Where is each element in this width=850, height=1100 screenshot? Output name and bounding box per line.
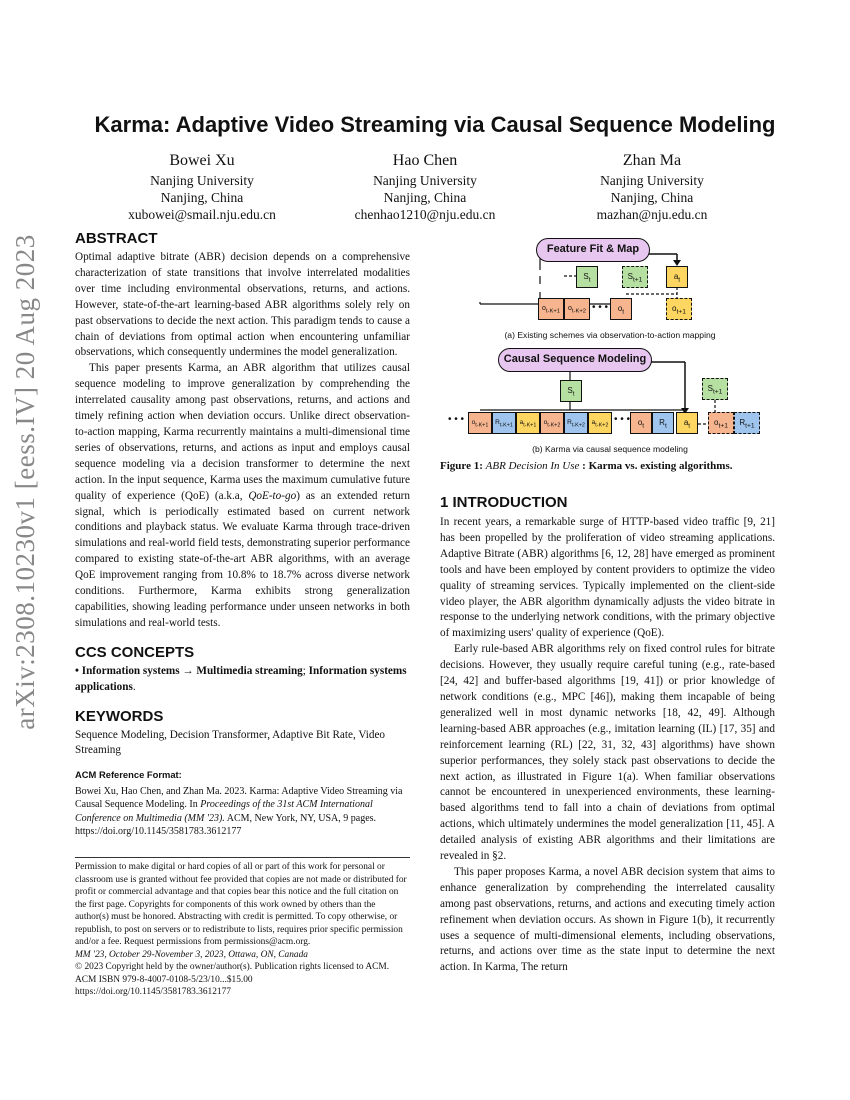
next-obs-box: $o_{t+1}$ (708, 412, 734, 434)
author-location: Nanjing, China (383, 190, 467, 205)
next-state-box: $S_{t+1}$ (622, 266, 648, 288)
ccs-concept: Information systems applications (75, 664, 407, 693)
ccs-body (75, 664, 410, 696)
figure-1-caption (440, 460, 780, 472)
conference-line: MM '23, October 29-November 3, 2023, Ottawa, ON, Canada (75, 949, 308, 960)
copyright-line: © 2023 Copyright held by the owner/author(s). Publication rights licensed to ACM. (75, 962, 390, 972)
keywords-body: Sequence Modeling, Decision Transformer, Adaptive Bit Rate, Video Streaming (75, 728, 386, 757)
author-affiliation: Nanjing University (150, 173, 254, 188)
figure-label: Figure 1: (440, 460, 486, 472)
abstract-emphasis: QoE-to-go (248, 489, 297, 502)
author-block-3 (542, 150, 762, 223)
abstract-text: ) as an extended return signal, which is periodically estimated based on current network conditions and playback status. We evaluate Karma through trace-driven simulations and real-world field tests, demonstrating superior performance compared to existing state-of-the-art ABR algorithms, with an average QoE improvement ranging from 10.8% to 18.7% across diverse network conditions. Furthermore, Karma exhibits strong generalization capabilities, showing leading performance under unseen networks in both simulations and real-world tests. (75, 489, 410, 629)
figure-caption-b: (b) Karma via causal sequence modeling (532, 444, 688, 454)
author-email: xubowei@smail.nju.edu.cn (128, 207, 276, 222)
intro-paragraph-2: Early rule-based ABR algorithms rely on fixed control rules for bitrate decisions. However, they usually require careful tuning (e.g., rate-based [24, 42] and buffer-based algorithms [19, 41]) or prior knowledge of network conditions (e.g., MPC [46]), making them incapable of being generalized well in most dynamic networks [18, 42, 49]. Although learning-based ABR approaches (e.g., imitation learning (IL) [17, 35] and reinforcement learning (RL) [22, 31, 32, 43] algorithms) have shown superior performances, they solely stack past observations to decide the next action, as illustrated in Figure 1(a). When familiar observations cannot be encountered in unexperienced environments, these learning-based algorithms tend to fall into a chain of deviations from optimal actions, which ultimately undermines the model generalization [11, 45]. A detailed analysis of existing ABR algorithms and their limitations are revealed in §2. (440, 643, 775, 863)
return-box: $R_{t-K+1}$ (492, 412, 516, 434)
author-affiliation: Nanjing University (600, 173, 704, 188)
return-box: $R_{t-K+2}$ (564, 412, 588, 434)
left-column (75, 230, 410, 839)
figure-1 (440, 232, 780, 482)
figure-caption-emphasis: ABR Decision In Use (485, 460, 580, 472)
introduction-heading: 1 INTRODUCTION (440, 494, 568, 511)
action-box: $a_t$ (666, 266, 688, 288)
ccs-heading: CCS CONCEPTS (75, 643, 195, 661)
ellipsis: • • • (614, 414, 631, 425)
abstract-paragraph-1: Optimal adaptive bitrate (ABR) decision depends on a comprehensive characterization of state transitions that involve interrelated modalities over time including environmental observations, returns, and actions. However, state-of-the-art learning-based ABR algorithms solely rely on past observations to decide the next action. This paradigm tends to cause a chain of deviations from optimal action when encountering unfamiliar observations, which consequently undermines the model generalization. (75, 251, 410, 359)
abstract-body (75, 250, 410, 632)
author-name: Bowei Xu (169, 152, 235, 169)
state-box: $S_t$ (560, 380, 582, 402)
next-obs-box: $o_{t+1}$ (666, 298, 692, 320)
doi-line: https://doi.org/10.1145/3581783.3612177 (75, 987, 231, 997)
ccs-end: . (132, 680, 136, 693)
ellipsis: • • • (592, 302, 609, 313)
obs-box: $o_t$ (630, 412, 652, 434)
obs-box: $o_{t-K+1}$ (538, 298, 564, 320)
figure-caption-text: : Karma vs. existing algorithms. (579, 460, 733, 472)
next-state-box: $S_{t+1}$ (702, 378, 728, 400)
permission-block (75, 861, 410, 999)
acm-ref-heading: ACM Reference Format: (75, 769, 182, 781)
right-column (440, 494, 775, 976)
author-name: Hao Chen (392, 152, 458, 169)
acm-ref-text: Bowei Xu, Hao Chen, and Zhan Ma. 2023. Karma: Adaptive Video Streaming via Causal Sequence Modeling. In (75, 785, 403, 811)
next-return-box: $R_{t+1}$ (734, 412, 760, 434)
acm-ref-venue: Proceedings of the 31st ACM International Conference on Multimedia (MM '23). (75, 799, 373, 824)
paper-title: Karma: Adaptive Video Streaming via Causal Sequence Modeling (94, 112, 776, 137)
footnote-rule (75, 857, 410, 858)
isbn-line: ACM ISBN 979-8-4007-0108-5/23/10...$15.00 (75, 974, 253, 985)
state-box: $S_t$ (576, 266, 598, 288)
action-box: $a_t$ (676, 412, 698, 434)
author-email: chenhao1210@nju.edu.cn (354, 207, 496, 222)
keywords-heading: KEYWORDS (75, 707, 164, 725)
obs-box: $o_{t-K+2}$ (564, 298, 590, 320)
obs-box: $o_{t-K+2}$ (540, 412, 564, 434)
author-affiliation: Nanjing University (373, 173, 477, 188)
acm-ref-text: ACM, New York, NY, USA, 9 pages. https://doi.org/10.1145/3581783.3612177 (75, 812, 377, 838)
action-box: $a_{t-K+2}$ (588, 412, 612, 434)
abstract-text: This paper presents Karma, an ABR algorithm that utilizes causal sequence modeling to improve generalization by comprehending the interrelated causality among past observations, returns, and actions and timely refining action when deviation occurs. Unlike direct observation-to-action mapping, Karma recurrently maintains a multi-dimensional time series of observations, returns, and actions as input and employs causal sequence modeling via a decision transformer to determine the next action. In the input sequence, Karma uses the maximum cumulative future quality of experience (QoE) (a.k.a, (75, 362, 410, 502)
author-email: mazhan@nju.edu.cn (596, 207, 708, 222)
author-block-2 (315, 150, 535, 223)
obs-box: $o_t$ (610, 298, 632, 320)
ccs-separator: ; (302, 664, 309, 677)
figure-caption-a: (a) Existing schemes via observation-to-action mapping (504, 330, 716, 340)
introduction-body (440, 515, 775, 976)
author-location: Nanjing, China (610, 190, 694, 205)
abstract-paragraph-2 (75, 361, 410, 631)
arxiv-identifier: arXiv:2308.10230v1 [eess.IV] 20 Aug 2023 (10, 234, 40, 730)
feature-fit-map-module: Feature Fit & Map (536, 238, 650, 262)
return-box: $R_t$ (652, 412, 674, 434)
ellipsis: • • • (448, 414, 465, 425)
abstract-heading: ABSTRACT (75, 230, 158, 247)
action-box: $a_{t-K+1}$ (516, 412, 540, 434)
obs-box: $o_{t-K+1}$ (468, 412, 492, 434)
intro-paragraph-3: This paper proposes Karma, a novel ABR decision system that aims to enhance generalization by comprehending the interrelated causality among past observations, returns, and actions and executing timely action refinement when deviation occurs. As shown in Figure 1(b), it recurrently uses a sequence of multi-dimensional elements, including observations, returns, and actions over time as the state input to determine the next action. In Karma, The return (440, 865, 775, 974)
permission-text: Permission to make digital or hard copies of all or part of this work for personal or classroom use is granted without fee provided that copies are not made or distributed for profit or commercial advantage and that copies bear this notice and the full citation on the first page. Copyrights for components of this work owned by others than the author(s) must be honored. Abstracting with credit is permitted. To copy otherwise, or republish, to post on servers or to redistribute to lists, requires prior specific permission and/or a fee. Request permissions from permissions@acm.org. (75, 862, 407, 947)
causal-sequence-modeling-module: Causal Sequence Modeling (498, 348, 652, 372)
author-block-1 (92, 150, 312, 223)
intro-paragraph-1: In recent years, a remarkable surge of HTTP-based video traffic [9, 21] has been propelled by the proliferation of video streaming applications. Adaptive Bitrate (ABR) algorithms [6, 12, 28] have emerged as prominent tools and have been employed by content providers to optimize the video quality of streaming services. Typically implemented on the client-side video player, the ABR algorithm dynamically adjusts the video bitrate in response to the underlying network conditions, with the primary objective of maximizing users' quality of experience (QoE). (440, 516, 775, 640)
author-location: Nanjing, China (160, 190, 244, 205)
ccs-concept: • Information systems → Multimedia streaming (75, 664, 303, 677)
acm-ref-body (75, 785, 410, 839)
author-name: Zhan Ma (622, 152, 682, 169)
